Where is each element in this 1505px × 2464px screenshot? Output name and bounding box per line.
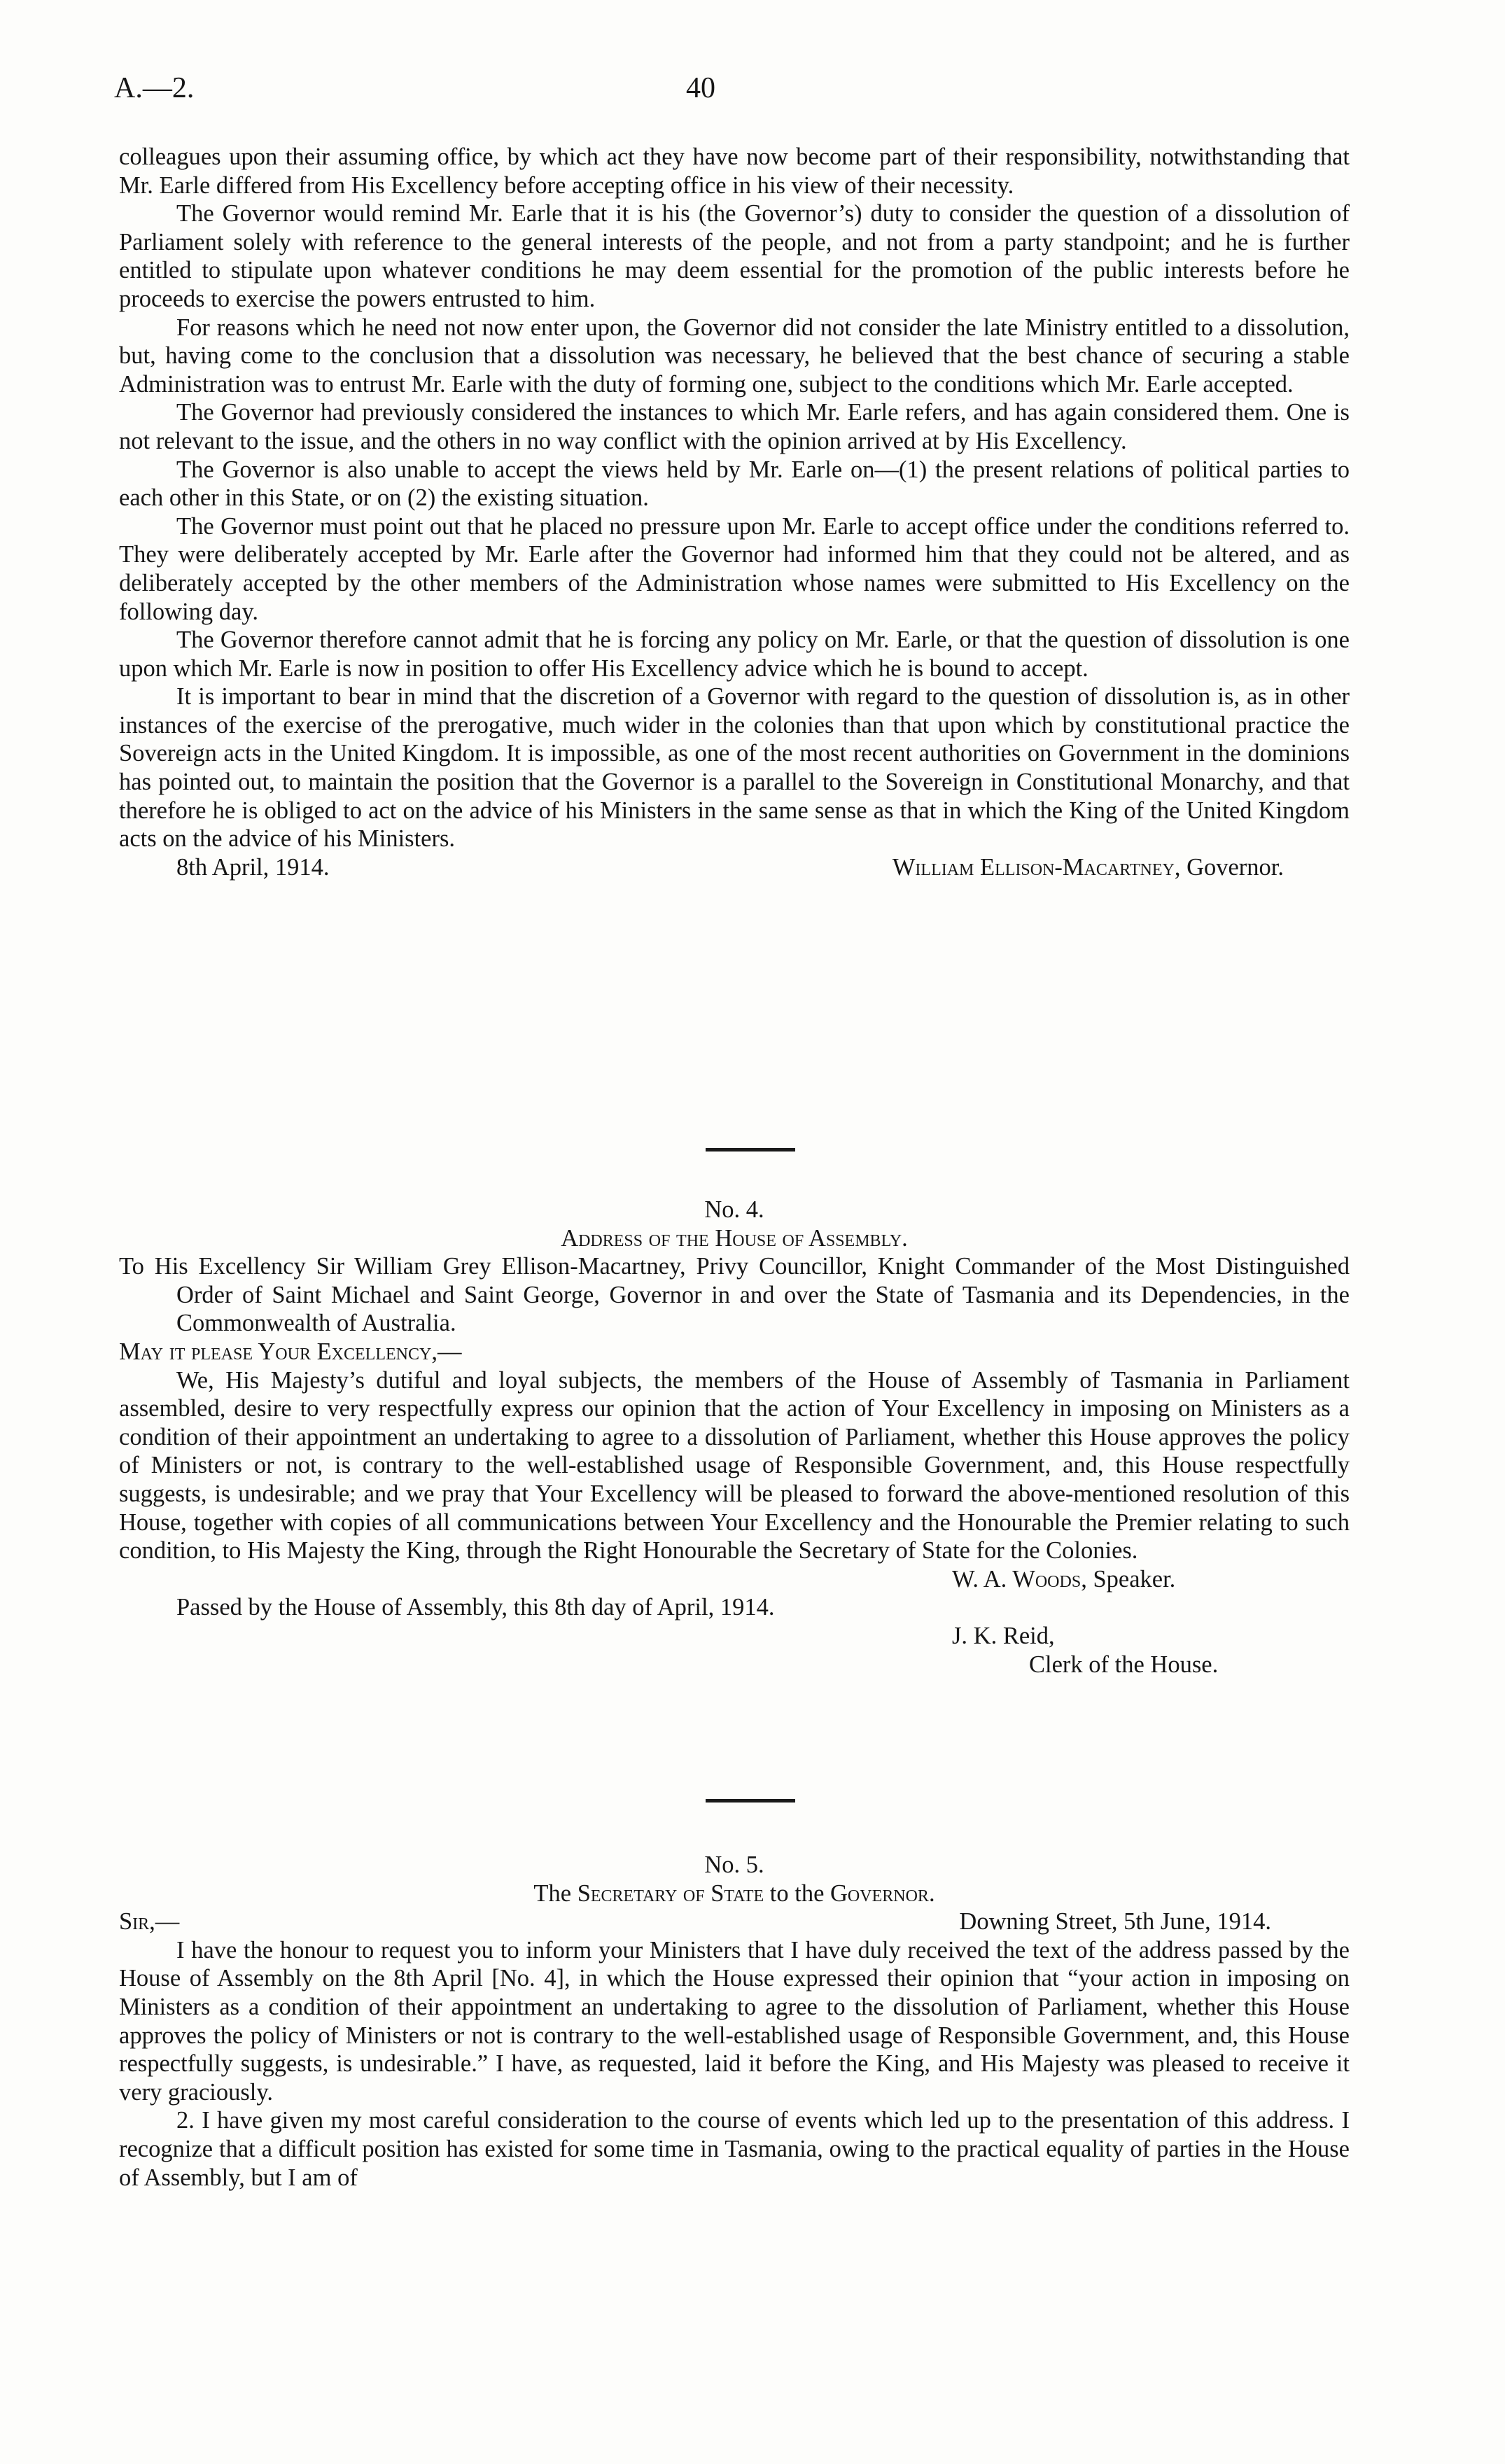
speaker-signature: W. A. Woods, Speaker.: [952, 1565, 1176, 1592]
memo-paragraph: The Governor therefore cannot admit that he is forcing any policy on Mr. Earle, or that the question of dissolution is one upon which Mr. Earle is now in position to offer His Excellency advice which he is bound to accept.: [119, 626, 1350, 682]
address-of-assembly: [119, 1196, 1350, 1679]
secretary-letter: [119, 1851, 1350, 2192]
memo-paragraph: The Governor is also unable to accept the views held by Mr. Earle on—(1) the present relations of political parties to each other in this State, or on (2) the existing situation.: [119, 456, 1350, 512]
memo-paragraph: It is important to bear in mind that the discretion of a Governor with regard to the question of dissolution is, as in other instances of the exercise of the prerogative, much wider in the colonies than that upon which by constitutional practice the Sovereign acts in the United Kingdom. It is impossible, as one of the most recent authorities on Government in the dominions has pointed out, to maintain the position that the Governor is a parallel to the Sovereign in Constitutional Monarchy, and that therefore he is obliged to act on the advice of his Ministers in the same sense as that in which the King of the United Kingdom acts on the advice of his Ministers.: [119, 683, 1350, 853]
letter-heading: [119, 1907, 1350, 1936]
address-recipient: To His Excellency Sir William Grey Ellison-Macartney, Privy Councillor, Knight Commander of the Most Distinguished Order of Saint Michael and Saint George, Governor in and over the State of Tasmania and its Dependencies, in the Commonwealth of Australia.: [119, 1253, 1350, 1337]
section-divider: [706, 1148, 795, 1152]
memo-date: 8th April, 1914.: [176, 853, 330, 881]
governor-memo: [119, 143, 1350, 881]
passed-note: Passed by the House of Assembly, this 8th day of April, 1914.: [176, 1594, 775, 1621]
address-salutation: May it please Your Excellency,—: [119, 1338, 462, 1365]
section-title: The Secretary of State to the Governor.: [533, 1879, 935, 1907]
memo-paragraph: The Governor had previously considered the instances to which Mr. Earle refers, and has again considered them. One is not relevant to the issue, and the others in no way conflict with the opinion arrived at by His Excellency.: [119, 399, 1350, 454]
memo-paragraph: The Governor must point out that he placed no pressure upon Mr. Earle to accept office under the conditions referred to. They were deliberately accepted by Mr. Earle after the Governor had informed him that they could not be altered, and as deliberately accepted by the other members of the Administration whose names were submitted to His Excellency on the following day.: [119, 512, 1350, 625]
address-body: We, His Majesty’s dutiful and loyal subjects, the members of the House of Assembly of Tasmania in Parliament assembled, desire to very respectfully express our opinion that the action of Your Excellency in imposing on Ministers as a condition of their appointment an undertaking to agree to a dissolution of Parliament, whether this House approves the policy of Ministers or not, is contrary to the well-established usage of Responsible Government, and, this House respectfully suggests, is undesirable; and we pray that Your Excellency will be pleased to forward the above-mentioned resolution of this House, together with copies of all communications between Your Excellency and the Honourable the Premier relating to such condition, to His Majesty the King, through the Right Honourable the Secretary of State for the Colonies.: [119, 1366, 1350, 1564]
section-title: Address of the House of Assembly.: [561, 1224, 908, 1252]
letter-paragraph: I have the honour to request you to inform your Ministers that I have duly received the text of the address passed by the House of Assembly on the 8th April [No. 4], in which the House expressed their opinion that “your action in imposing on Ministers as a condition of their appointment an undertaking to agree to the dissolution of Parliament, whether this House approves the policy of Ministers or not is contrary to the well-established usage of Responsible Government, and, this House respectfully suggests, is undesirable.” I have, as requested, laid it before the King, and His Majesty was pleased to receive it very graciously.: [119, 1936, 1350, 2106]
section-number: No. 4.: [704, 1196, 764, 1223]
memo-signoff: [119, 853, 1350, 882]
letter-paragraph: 2. I have given my most careful consideration to the course of events which led up to the presentation of this address. I recognize that a difficult position has existed for some time in Tasmania, owing to the practical equality of parties in the House of Assembly, but I am of: [119, 2107, 1350, 2191]
memo-signature: William Ellison-Macartney, Governor.: [892, 853, 1284, 881]
letter-salutation: Sir,—: [119, 1908, 180, 1935]
clerk-title: Clerk of the House.: [1029, 1651, 1219, 1678]
memo-paragraph: The Governor would remind Mr. Earle that it is his (the Governor’s) duty to consider the question of a dissolution of Parliament solely with reference to the general interests of the people, and not from a party standpoint; and he is further entitled to stipulate upon whatever conditions he may deem essential for the promotion of the public interests before he proceeds to exercise the powers entrusted to him.: [119, 200, 1350, 312]
section-number: No. 5.: [704, 1851, 764, 1878]
document-reference: A.—2.: [114, 72, 195, 104]
clerk-name: J. K. Reid,: [952, 1622, 1055, 1649]
memo-paragraph: For reasons which he need not now enter upon, the Governor did not consider the late Ministry entitled to a dissolution, but, having come to the conclusion that a dissolution was necessary, he believed that the best chance of securing a stable Administration was to entrust Mr. Earle with the duty of forming one, subject to the conditions which Mr. Earle accepted.: [119, 314, 1350, 398]
page-number: 40: [686, 72, 715, 104]
memo-paragraph: colleagues upon their assuming office, by which act they have now become part of their responsibility, notwithstanding that Mr. Earle differed from His Excellency before accepting office in his view of their necessity.: [119, 144, 1350, 199]
letter-location-date: Downing Street, 5th June, 1914.: [959, 1908, 1271, 1935]
section-divider: [706, 1799, 795, 1802]
